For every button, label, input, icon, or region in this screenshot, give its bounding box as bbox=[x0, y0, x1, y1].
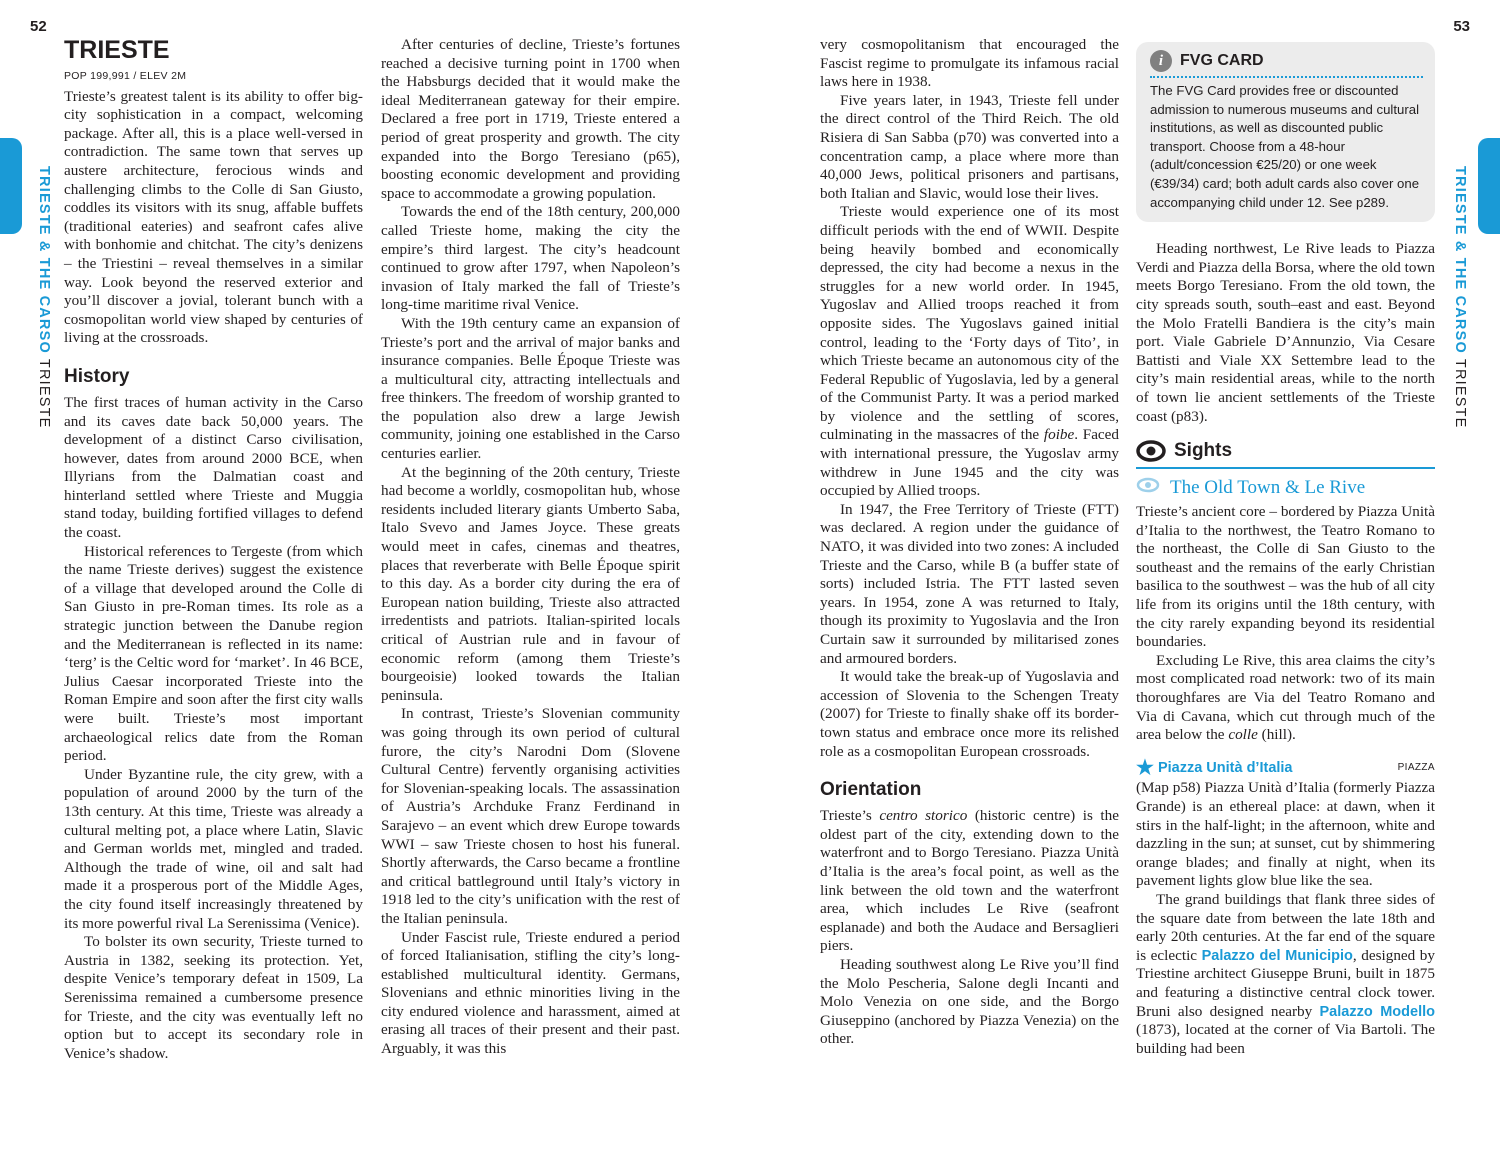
history-paragraph: Five years later, in 1943, Trieste fell under the direct control of the Third Reich. The old Risiera di San Sabba (p70) was converted into a concentration camp, a place where more than 40,000 Jews, political prisoners and partisans, both Italian and Slavic, would lose their lives. bbox=[820, 91, 1119, 202]
italic-term: centro storico bbox=[879, 807, 968, 825]
history-paragraph: To bolster its own security, Trieste turned to Austria in 1382, seeking its protection. Yet, despite Venice’s temporary defeat in 1509, La Serenissima remained a cumbersome presence for Trieste, and the city was eventually left no option but to accept its secondary role in Venice’s shadow. bbox=[64, 933, 363, 1062]
side-tab-left bbox=[0, 138, 22, 234]
column-3 bbox=[820, 36, 1119, 1049]
page-number-left: 52 bbox=[30, 18, 47, 35]
fvg-card-title: FVG CARD bbox=[1180, 51, 1264, 69]
side-label-secondary: TRIESTE bbox=[1452, 353, 1468, 429]
history-paragraph: Historical references to Tergeste (from which the name Trieste derives) suggest the existence of a village that developed around the Colle di San Giusto in pre-Roman times. Its role as a strategic junction between the Danube region and the Mediterranean is reflected in its name: ‘terg’ is the Celtic word for ‘market’. In 46 BCE, Julius Caesar incorporated Trieste into the Roman Empire and soon after the first city walls were built. Trieste’s most important archaeological relics date from the Roman period. bbox=[64, 542, 363, 765]
side-label-primary: TRIESTE & THE CARSO bbox=[1452, 166, 1468, 354]
fvg-card-header bbox=[1150, 50, 1423, 78]
palazzo-modello-link[interactable]: Palazzo Modello bbox=[1319, 1003, 1435, 1020]
side-label-left bbox=[28, 166, 52, 429]
fvg-card-body: The FVG Card provides free or discounted admission to numerous museums and cultural institutions, as well as discounted public transport. Choose from a 48-hour (adult/concession €25/20) or one week (€39/34) card; both adult cards also cover one accompanying child under 12. See p289. bbox=[1150, 83, 1420, 210]
history-paragraph: In contrast, Trieste’s Slovenian community was going through its own period of cultural furore, the city’s Narodni Dom (Slovene Cultural Centre) fervently organising activities for Slovenian-speaking locals. The assassination of Austria’s Archduke Franz Ferdinand in Sarajevo – an event which drew Europe towards WWI – saw Trieste chosen to host his funeral. Shortly afterwards, the Carso became a frontline and critical battleground until Italy’s victory in 1918 led to the city’s unification with the rest of the Italian peninsula. bbox=[381, 705, 680, 927]
sights-paragraph: Trieste’s ancient core – bordered by Piazza Unità d’Italia to the northwest, the Teatro Romano to the northeast, the Colle di San Giusto to the southeast and the remains of the early Christian basilica to the southwest – was the hub of all city life from its origins until the 18th century, with the city rarely expanding beyond its residential boundaries. bbox=[1136, 503, 1435, 651]
column-1 bbox=[64, 36, 363, 1063]
intro-paragraph: Trieste’s greatest talent is its ability to offer big-city sophistication in a compact, welcoming package. After all, this is a place well-versed in contradiction. The same town that serves up austere architecture, ferocious winds and challenging climbs to the Colle di San Giusto, coddles its visitors with its snug, affable buffets (traditional eateries) and seafront cafes alive with bonhomie and chitchat. The city’s denizens – the Triestini – reveal themselves in a similar way. Look beyond the reserved exterior and you’ll discover a jovial, tolerant bunch with a cosmopolitan world view shaped by centuries of living at the crossroads. bbox=[64, 87, 363, 347]
page-title: TRIESTE bbox=[64, 36, 170, 64]
history-paragraph: It would take the break-up of Yugoslavia and accession of Slovenia to the Schengen Treaty (2007) for Trieste to finally shake off its border-town status and embrace once more its relished role as a cosmopolitan European crossroads. bbox=[820, 668, 1119, 760]
sights-paragraph: Excluding Le Rive, this area claims the city’s most complicated road network: two of its main thoroughfares are Via del Teatro Romano and Via di Cavana, which cut through much of the area below the colle (hill). bbox=[1136, 651, 1435, 744]
history-paragraph: The first traces of human activity in the Carso and its caves date back 50,000 years. The development of a distinct Carso civilisation, however, dates from around 2000 BCE, when Illyrians from the Dalmatian coast and hinterland settled where Trieste and Muggia stand today, building fortified villages to defend the coast. bbox=[64, 393, 363, 542]
listing-type: PIAZZA bbox=[1397, 761, 1435, 773]
old-town-heading-label: The Old Town & Le Rive bbox=[1170, 477, 1366, 499]
column-4 bbox=[1136, 42, 1435, 1058]
page-number-right: 53 bbox=[1453, 18, 1470, 35]
star-icon: ★ bbox=[1136, 757, 1154, 780]
listing-piazza-unita bbox=[1136, 759, 1435, 778]
orientation-paragraph: Trieste’s centro storico (historic centre) is the oldest part of the city, extending down to the waterfront and to Borgo Teresiano. Piazza Unità d’Italia is the area’s focal point, as well as the link between the old town and the waterfront area, which includes Le Rive (seafront esplanade) and both the Audace and Bersaglieri piers. bbox=[820, 807, 1119, 955]
sights-heading-label: Sights bbox=[1174, 439, 1233, 461]
column-2 bbox=[381, 36, 680, 1059]
history-heading: History bbox=[64, 365, 130, 387]
side-label-primary: TRIESTE & THE CARSO bbox=[36, 166, 52, 354]
old-town-heading bbox=[1136, 477, 1435, 499]
italic-term: foibe bbox=[1043, 426, 1075, 444]
palazzo-del-municipio-link[interactable]: Palazzo del Municipio bbox=[1201, 947, 1353, 964]
history-paragraph: With the 19th century came an expansion of Trieste’s port and the arrival of major banks and insurance companies. Belle Époque Trieste was a multicultural city, attracting intellectuals and free thinkers. The freedom of worship granted to the population also drew a large Jewish community, joining one established in the Carso centuries earlier. bbox=[381, 314, 680, 463]
history-paragraph: Towards the end of the 18th century, 200,000 called Trieste home, making the city the empire’s third largest. The city’s headcount continued to grow after 1797, when Napoleon’s invasion of Italy marked the fall of Trieste’s long-time maritime rival Venice. bbox=[381, 203, 680, 314]
fvg-card-box bbox=[1136, 42, 1435, 222]
history-paragraph: Trieste would experience one of its most difficult periods with the end of WWII. Despite being heavily bombed and economically depressed, the city had become a nexus in the struggles for a new world order. In 1945, Yugoslav and Allied troops reached it from opposite sides. The Yugoslavs gained initial control, leading to the ‘Forty days of Tito’, in which Trieste became an autonomous city of the Federal Republic of Yugoslavia, led by a general of the Communist Party. It was a period marked by violence and the settling of scores, culminating in the massacres of the foibe. Faced with international pressure, the Yugoslav army withdrew in June 1945 and the city was occupied by Allied troops. bbox=[820, 203, 1120, 500]
eye-small-icon bbox=[1136, 477, 1160, 499]
info-icon: i bbox=[1150, 50, 1172, 72]
side-label-right bbox=[1444, 166, 1468, 429]
listing-paragraph: The grand buildings that flank three sides of the square date from between the late 18th and early 20th centuries. At the far end of the square is eclectic Palazzo del Municipio, designed by Triestine architect Giuseppe Bruni, built in 1875 and featuring a distinctive central clock tower. Bruni also designed nearby Palazzo Modello (1873), located at the corner of Via Bartoli. The building had been bbox=[1136, 890, 1435, 1057]
history-paragraph: At the beginning of the 20th century, Trieste had become a worldly, cosmopolitan hub, whose residents included literary giants Umberto Saba, Italo Svevo and James Joyce. These greats would meet in cafes, cinemas and theatres, places that reverberate with Belle Époque spirit to this day. As a border city during the era of European nation building, Trieste also attracted irredentists and patriots. Italian-spirited locals critical of Austrian rule and in favour of economic reform (among them Trieste’s bourgeoisie) looked towards the Italian peninsula. bbox=[381, 463, 680, 704]
history-paragraph: In 1947, the Free Territory of Trieste (FTT) was declared. A region under the guidance of NATO, it was divided into two zones: A included Trieste and the Carso, while B (a buffer state of sorts) included Istria. The FTT lasted seven years. In 1954, zone A was returned to Italy, though its proximity to Yugoslavia and the Iron Curtain saw it surrounded by militarised zones and armoured borders. bbox=[820, 500, 1119, 667]
history-paragraph: After centuries of decline, Trieste’s fortunes reached a decisive turning point in 1700 when the Habsburgs decided that it would make the ideal Mediterranean gateway for their empire. Declared a free port in 1719, Trieste entered a period of great prosperity and growth. The city expanded into the Borgo Teresiano (p65), boosting economic development and providing space to accommodate a growing population. bbox=[381, 36, 680, 202]
sights-heading bbox=[1136, 440, 1435, 469]
side-label-secondary: TRIESTE bbox=[36, 353, 52, 429]
italic-term: colle bbox=[1228, 726, 1258, 744]
orientation-paragraph: Heading southwest along Le Rive you’ll find the Molo Pescheria, Salone degli Incanti and Molo Venezia on one side, and the Borgo Giuseppino (anchored by Piazza Venezia) on the other. bbox=[820, 955, 1119, 1048]
orientation-heading: Orientation bbox=[820, 779, 922, 801]
history-paragraph: Under Byzantine rule, the city grew, with a population of around 2000 by the turn of the 13th century. At this time, Trieste was already a cultural melting pot, a place where Latin, Slavic and German worlds met, mingled and traded. Although the trade of wine, oil and salt had made it a prosperous port of the Middle Ages, the city found itself increasingly threatened by its more powerful rival La Serenissima (Venice). bbox=[64, 765, 363, 932]
orientation-paragraph: Heading northwest, Le Rive leads to Piazza Verdi and Piazza della Borsa, where the old town meets Borgo Teresiano. From the old town, the city spreads south, south–east and east. Beyond the Molo Fratelli Bandiera is the city’s main port. Viale Gabriele D’Annunzio, Via Cesare Battisti and Viale XX Settembre lead to the city’s main residential areas, while to the north of town lie ancient settlements of the Trieste coast (p83). bbox=[1136, 240, 1436, 425]
listing-paragraph: (Map p58) Piazza Unità d’Italia (formerly Piazza Grande) is an ethereal place: at dawn, when it stirs in the half-light; in the afternoon, white and dazzling in the sun; at sunset, cut by shimmering orange blades; and finally at night, when its pavement lights glow blue like the sea. bbox=[1136, 779, 1435, 890]
history-paragraph: Under Fascist rule, Trieste endured a period of forced Italianisation, stifling the city’s long-established multicultural identity. Germans, Slovenians and ethnic minorities living in the city endured violence and harassment, aimed at erasing all traces of their present and their past. Arguably, it was this bbox=[381, 928, 680, 1058]
listing-name[interactable]: ★ Piazza Unità d’Italia bbox=[1136, 757, 1293, 780]
history-paragraph: very cosmopolitanism that encouraged the Fascist regime to promulgate its infamous racial laws here in 1938. bbox=[820, 36, 1119, 91]
eye-icon bbox=[1136, 440, 1166, 462]
population-line: POP 199,991 / ELEV 2M bbox=[64, 70, 187, 82]
side-tab-right bbox=[1478, 138, 1500, 234]
